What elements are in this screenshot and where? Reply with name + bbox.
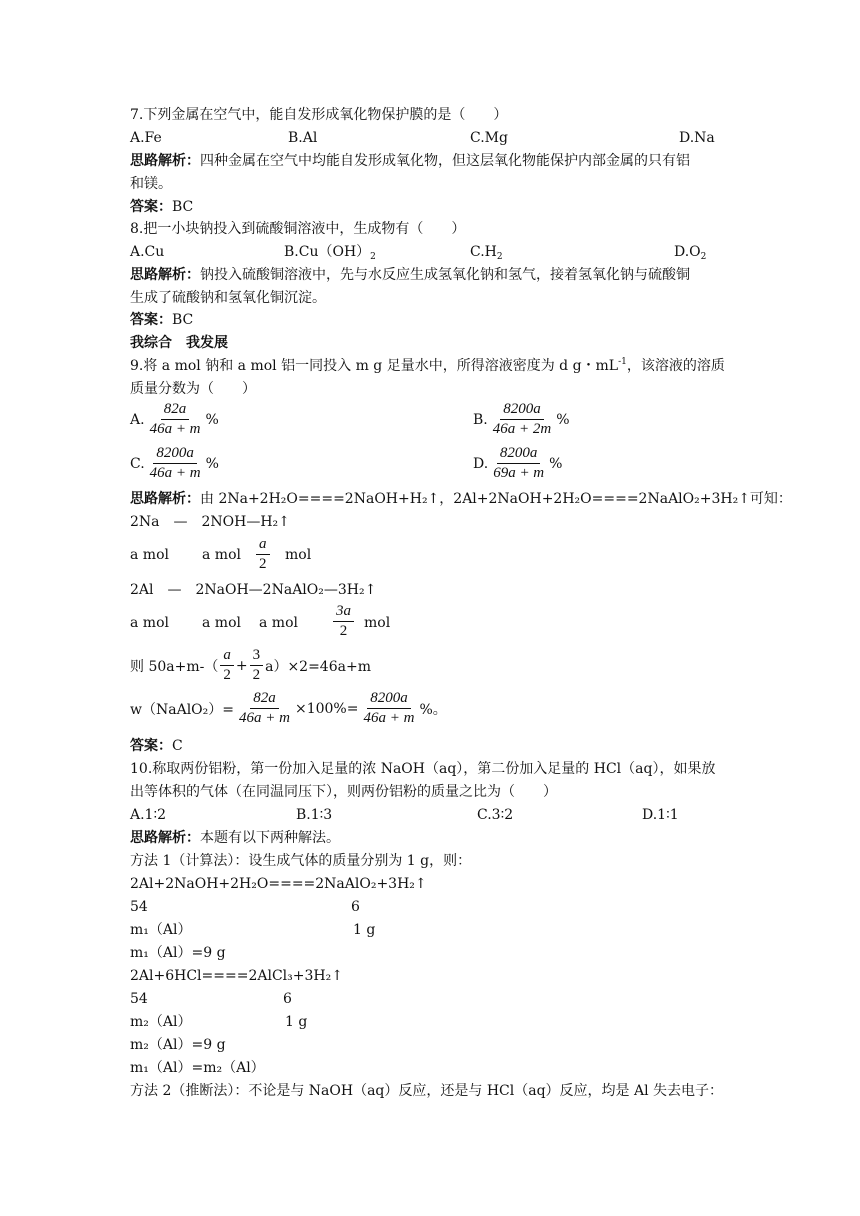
q10-eq1-gas: 1 g [353, 922, 376, 938]
q9-mass-fraction: w（NaAlO₂）= $\frac{82a}{46a + m}$ ×100%= $\frac{8200a}{46a + m}$ %。 [130, 690, 447, 726]
q9-analysis [130, 489, 792, 509]
q10-eq1-result: m₁（Al）=9 g [130, 945, 226, 961]
q10-stem-line2: 出等体积的气体（在同温同压下），则两份铝粉的质量之比为（ ） [130, 784, 557, 800]
q9-answer-label: 答案： [130, 738, 172, 754]
q10-eq2-value-1: 54 [130, 991, 148, 1007]
q10-eq1-value-1: 54 [130, 899, 148, 915]
q10-method2: 方法 2（推断法）：不论是与 NaOH（aq）反应，还是与 HCl（aq）反应，均是 Al 失去电子： [130, 1083, 724, 1099]
q9-row4-c: a mol [259, 615, 298, 631]
q9-stem-line2: 质量分数为（ ） [130, 381, 256, 397]
q8-option-c: $C.H_2$ [470, 244, 503, 262]
q10-option-b: B.1∶3 [296, 807, 333, 823]
q9-row2-a: a mol [130, 547, 169, 563]
q8-analysis-line1 [130, 265, 690, 285]
q7-stem: 7.下列金属在空气中，能自发形成氧化物保护膜的是（ ） [130, 107, 508, 123]
q10-equation-2: 2Al+6HCl====2AlCl₃+3H₂↑ [130, 968, 343, 984]
q10-analysis [130, 828, 340, 848]
q10-eq2-value-2: 6 [283, 991, 292, 1007]
q10-eq2-gas: 1 g [285, 1014, 308, 1030]
q8-option-a: A.Cu [130, 244, 165, 260]
q9-answer-value: C [172, 738, 183, 754]
q9-step: 则 50a+m-（ $\frac{a}{2}$ + $\frac{3}{2}$ a）×2=46a+m [130, 647, 371, 683]
q7-answer-value: BC [172, 199, 194, 215]
q10-eq2-result: m₂（Al）=9 g [130, 1037, 226, 1053]
q8-analysis-line2: 生成了硫酸钠和氢氧化铜沉淀。 [130, 290, 326, 306]
q7-option-b: B.Al [288, 130, 318, 146]
q8-option-b: $B.Cu(OH)_2$ [284, 244, 376, 262]
q8-stem: 8.把一小块钠投入到硫酸铜溶液中，生成物有（ ） [130, 221, 466, 237]
q7-answer [130, 197, 193, 217]
q10-analysis-label: 思路解析： [130, 830, 200, 846]
q10-eq1-mass: m₁（Al） [130, 922, 192, 938]
q7-answer-label: 答案： [130, 199, 172, 215]
q10-option-d: D.1∶1 [642, 807, 679, 823]
q7-analysis-line1 [130, 151, 690, 171]
q9-row2-unit: mol [285, 547, 312, 563]
q9-reaction-2: 2Al — 2NaOH—2NaAlO₂—3H₂↑ [130, 582, 377, 598]
q8-answer [130, 310, 193, 330]
q9-row4-unit: mol [364, 615, 391, 631]
q10-eq2-mass: m₂（Al） [130, 1014, 192, 1030]
q10-option-a: A.1∶2 [130, 807, 167, 823]
q9-answer [130, 736, 183, 756]
q9-row4-frac: $\frac{3a}{2}$ [331, 602, 356, 641]
q9-row2-b: a mol [202, 547, 241, 563]
q9-option-c: C. $\frac{8200a}{46a + m}$ % [130, 445, 219, 481]
q7-analysis-text: 四种金属在空气中均能自发形成氧化物，但这层氧化物能保护内部金属的只有铝 [200, 153, 690, 169]
q9-option-b: B. $\frac{8200a}{46a + 2m}$ % [473, 401, 570, 437]
q7-option-c: C.Mg [470, 130, 508, 146]
q10-analysis-text: 本题有以下两种解法。 [200, 830, 340, 846]
q8-analysis-label: 思路解析： [130, 267, 200, 283]
q7-option-a: A.Fe [130, 130, 162, 146]
q9-stem-line1: 9.将 a mol 钠和 a mol 铝一同投入 m g 足量水中，所得溶液密度为 d g・$mL^{-1}$，该溶液的溶质 [130, 357, 725, 374]
q7-analysis-label: 思路解析： [130, 153, 200, 169]
q9-analysis-text: 由 2Na+2H₂O====2NaOH+H₂↑，2Al+2NaOH+2H₂O====2NaAlO₂+3H₂↑可知： [200, 491, 792, 507]
section-title: 我综合 我发展 [130, 335, 228, 351]
q9-row4-a: a mol [130, 615, 169, 631]
q9-option-d: D. $\frac{8200a}{69a + m}$ % [473, 445, 563, 481]
q7-option-d: D.Na [679, 130, 715, 146]
q9-analysis-label: 思路解析： [130, 491, 200, 507]
q8-answer-value: BC [172, 312, 194, 328]
q10-stem-line1: 10.称取两份铝粉，第一份加入足量的浓 NaOH（aq），第二份加入足量的 HCl（aq），如果放 [130, 761, 716, 777]
q9-option-a: A. $\frac{82a}{46a + m}$ % [130, 401, 219, 437]
q9-row2-frac: $\frac{a}{2}$ [254, 535, 272, 574]
q10-method1-title: 方法 1（计算法）：设生成气体的质量分别为 1 g，则： [130, 853, 472, 869]
q8-option-d: $D.O_2$ [674, 244, 707, 262]
q8-answer-label: 答案： [130, 312, 172, 328]
q10-equation-1: 2Al+2NaOH+2H₂O====2NaAlO₂+3H₂↑ [130, 876, 427, 892]
q9-reaction-1: 2Na — 2NOH—H₂↑ [130, 514, 290, 530]
q7-analysis-line2: 和镁。 [130, 176, 172, 192]
q8-analysis-text: 钠投入硫酸铜溶液中，先与水反应生成氢氧化钠和氢气，接着氢氧化钠与硫酸铜 [200, 267, 690, 283]
q10-equal-masses: m₁（Al）=m₂（Al） [130, 1060, 265, 1076]
q10-option-c: C.3∶2 [477, 807, 514, 823]
q10-eq1-value-2: 6 [351, 899, 360, 915]
q9-row4-b: a mol [202, 615, 241, 631]
